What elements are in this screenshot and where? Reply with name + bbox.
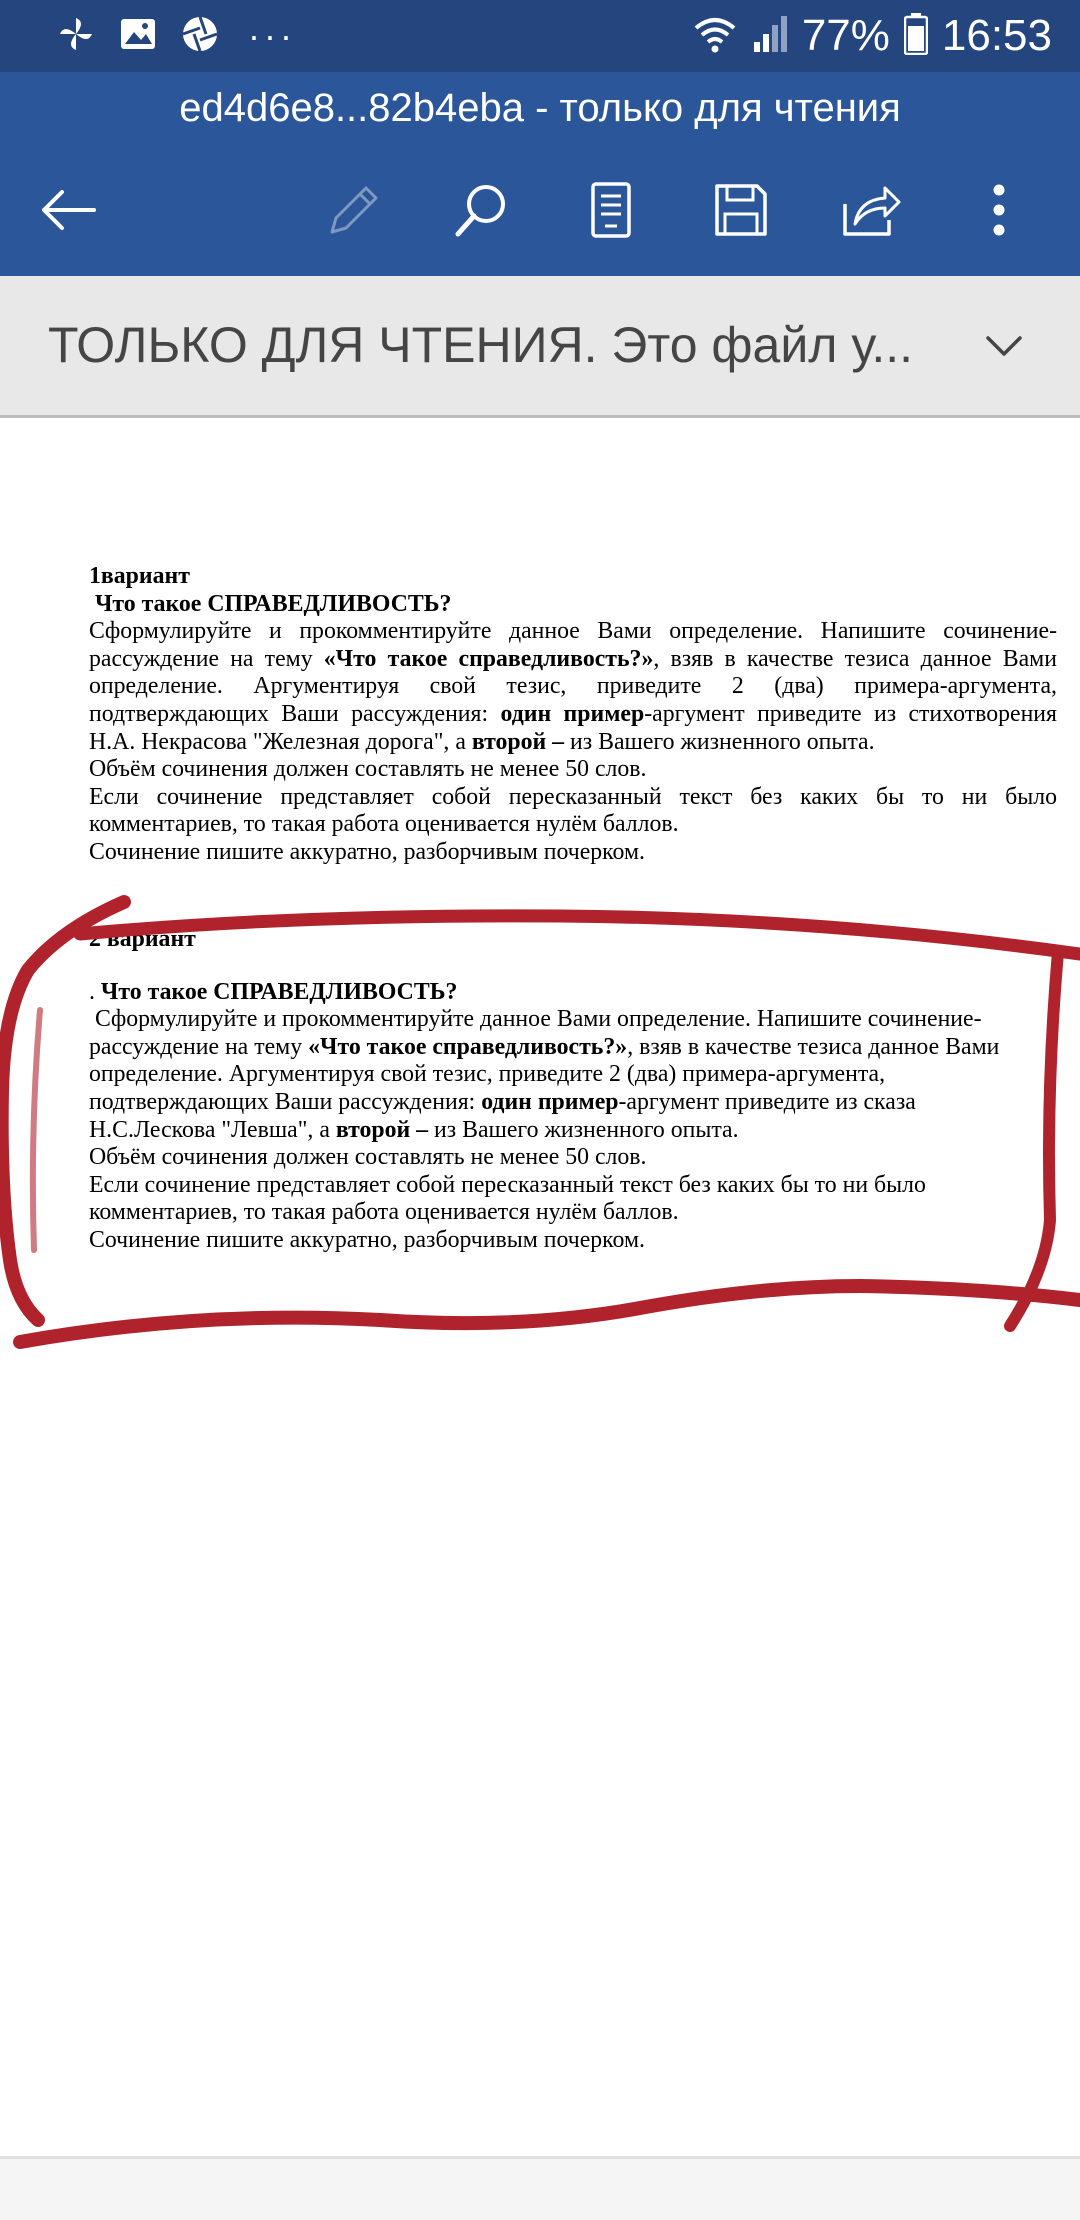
notification-icons <box>56 14 296 58</box>
share-icon <box>839 180 901 245</box>
battery-icon <box>904 13 928 60</box>
variant-2-line-2: рассуждение на тему «Что такое справедливость?», взяв в качестве тезиса данное Вами <box>89 1033 1000 1060</box>
variant-1-retell: Если сочинение представляет собой пересказанный текст без каких бы то ни было комментариев, то такая работа оценивается нулём баллов. <box>89 783 1057 838</box>
document-variant-1 <box>89 563 1057 867</box>
save-button[interactable] <box>705 176 777 248</box>
back-button[interactable] <box>32 176 104 248</box>
signal-icon <box>752 14 788 59</box>
aperture-icon <box>180 14 220 59</box>
read-only-banner[interactable] <box>0 276 1080 418</box>
variant-2-line-3: определение. Аргументируя свой тезис, приведите 2 (два) примера-аргумента, <box>89 1061 886 1088</box>
variant-2-question-line: . Что такое СПРАВЕДЛИВОСТЬ? <box>89 978 458 1005</box>
app-bar <box>0 72 1080 276</box>
variant-2-retell-2: комментариев, то такая работа оценивается нулём баллов. <box>89 1199 679 1226</box>
pencil-icon <box>324 180 384 245</box>
document-title: ed4d6e8...82b4eba - только для чтения <box>179 86 901 130</box>
status-bar <box>0 0 1080 72</box>
read-only-banner-text: ТОЛЬКО ДЛЯ ЧТЕНИЯ. Это файл у... <box>48 317 914 373</box>
more-options-button[interactable] <box>963 176 1035 248</box>
variant-1-volume: Объём сочинения должен составлять не менее 50 слов. <box>89 756 647 783</box>
variant-2-line-1: Сформулируйте и прокомментируйте данное Вами определение. Напишите сочинение- <box>89 1006 982 1033</box>
variant-1-heading: 1вариант <box>89 563 190 589</box>
variant-2-line-5: Н.С.Лескова "Левша", а второй – из Вашего жизненного опыта. <box>89 1116 739 1143</box>
reading-view-button[interactable] <box>575 176 647 248</box>
battery-percent: 77% <box>801 11 890 60</box>
variant-2-line-4: подтверждающих Ваши рассуждения: один пример-аргумент приведите из сказа <box>89 1088 916 1115</box>
reading-view-icon <box>587 180 635 245</box>
more-options-icon <box>989 180 1009 245</box>
variant-2-question: Что такое СПРАВЕДЛИВОСТЬ? <box>100 978 458 1005</box>
share-button[interactable] <box>834 176 906 248</box>
banner-expand-button[interactable] <box>968 312 1040 384</box>
variant-2-volume: Объём сочинения должен составлять не менее 50 слов. <box>89 1144 647 1171</box>
search-button[interactable] <box>446 176 518 248</box>
document-variant-2 <box>89 926 1057 1255</box>
wifi-icon <box>692 14 738 59</box>
pinwheel-icon <box>56 14 96 59</box>
bottom-bar <box>0 2159 1080 2220</box>
variant-2-heading: 2 вариант <box>89 926 196 952</box>
search-icon <box>452 180 512 245</box>
back-arrow-icon <box>38 186 98 239</box>
chevron-down-icon <box>984 333 1024 364</box>
edit-button[interactable] <box>318 176 390 248</box>
image-icon <box>118 14 158 59</box>
variant-1-neat: Сочинение пишите аккуратно, разборчивым почерком. <box>89 838 645 865</box>
clock: 16:53 <box>941 11 1052 60</box>
save-icon <box>711 180 771 245</box>
variant-1-question: Что такое СПРАВЕДЛИВОСТЬ? <box>89 590 452 617</box>
system-indicators <box>692 10 1052 62</box>
variant-1-task: Сформулируйте и прокомментируйте данное Вами определение. Напишите сочинение-рассуждение на тему «Что такое справедливость?», взяв в качестве тезиса данное Вами определение. Аргументируя свой тезис, приведите 2 (два) примера-аргумента, подтверждающих Ваши рассуждения: один пример-аргумент приведите из стихотворения Н.А. Некрасова "Железная дорога", а второй – из Вашего жизненного опыта. <box>89 618 1057 755</box>
variant-2-neat: Сочинение пишите аккуратно, разборчивым почерком. <box>89 1226 645 1253</box>
variant-2-retell-1: Если сочинение представляет собой пересказанный текст без каких бы то ни было <box>89 1171 926 1198</box>
more-notifications-icon: ··· <box>248 15 296 56</box>
